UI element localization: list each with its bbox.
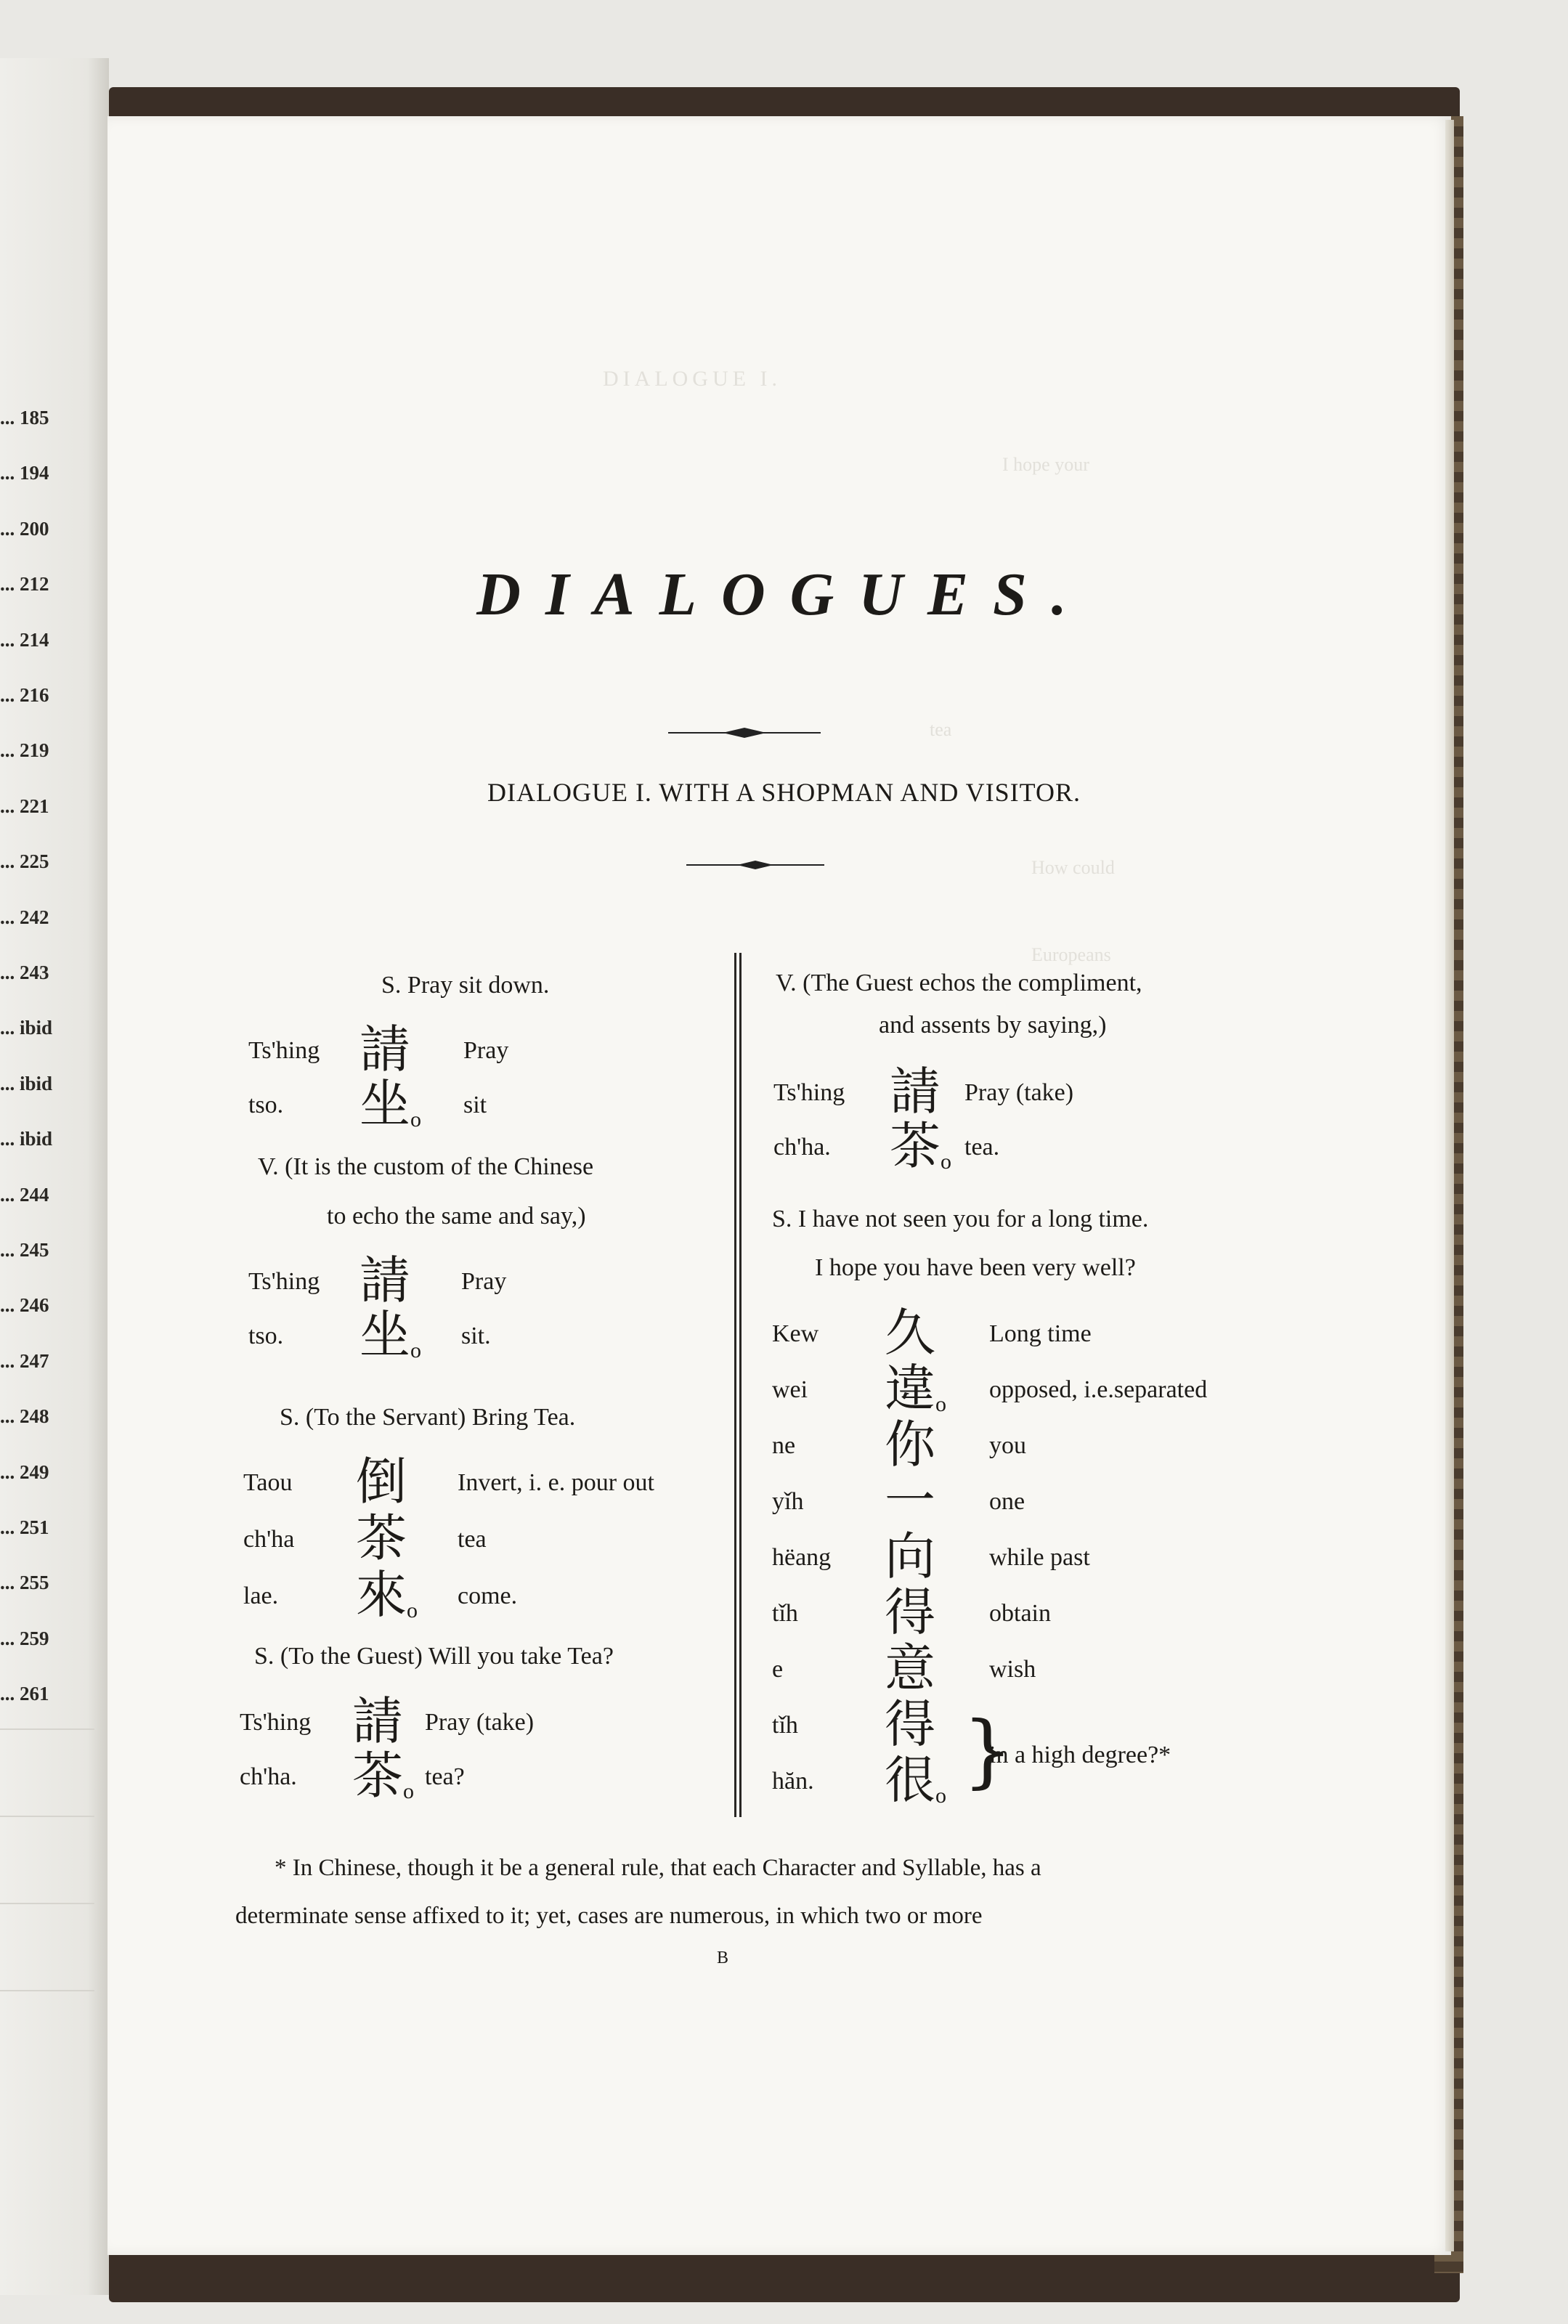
show-through-text: tea [930, 719, 952, 740]
romanization: Ts'hing [248, 1037, 320, 1064]
dialogue-heading: DIALOGUE I. WITH A SHOPMAN AND VISITOR. [487, 778, 1081, 807]
english-gloss: one [989, 1488, 1025, 1515]
romanization: tǐh [772, 1712, 798, 1739]
brace-icon: } [962, 1704, 1013, 1797]
toc-entry: ... 219 [0, 739, 49, 762]
romanization: tǐh [772, 1600, 798, 1627]
toc-entry: ... 216 [0, 684, 49, 706]
toc-entry: ... 212 [0, 573, 49, 596]
chinese-character: 茶 [352, 1746, 403, 1805]
ornament-rule-icon [686, 857, 824, 873]
speaker-line: S. (To the Guest) Will you take Tea? [254, 1643, 614, 1670]
full-stop-mark: o [410, 1108, 421, 1131]
left-page [0, 58, 109, 2295]
full-stop-mark: o [407, 1598, 418, 1622]
toc-entry: ... 247 [0, 1349, 49, 1372]
toc-entry: ... 243 [0, 962, 49, 983]
romanization: hëang [772, 1544, 832, 1571]
chinese-character: 意 [885, 1638, 935, 1698]
toc-entry: ... ibid [0, 1072, 53, 1094]
chinese-character: 得 [885, 1582, 935, 1642]
romanization: hăn. [772, 1768, 814, 1795]
footnote-line: * In Chinese, though it be a general rule, that each Character and Syllable, has a [275, 1855, 1041, 1881]
romanization: Ts'hing [248, 1268, 320, 1295]
speaker-line: and assents by saying,) [879, 1012, 1107, 1039]
romanization: lae. [243, 1582, 279, 1609]
romanization: tso. [248, 1323, 284, 1349]
english-gloss: Invert, i. e. pour out [458, 1469, 654, 1496]
english-gloss: tea. [964, 1134, 1000, 1161]
english-gloss: opposed, i.e.separated [989, 1376, 1208, 1403]
chinese-character: 茶 [356, 1508, 407, 1568]
speaker-line: S. Pray sit down. [381, 972, 550, 999]
chinese-character: 坐 [359, 1074, 410, 1134]
toc-entry: ... ibid [0, 1017, 53, 1039]
full-stop-mark: o [935, 1392, 946, 1416]
page-edge [1445, 120, 1454, 2251]
chinese-character: 久 [885, 1303, 935, 1362]
page-rule [0, 1990, 94, 1991]
romanization: ch'ha [243, 1526, 295, 1553]
chinese-character: 很 [885, 1750, 935, 1810]
chinese-character: 請 [890, 1062, 941, 1121]
chinese-character: 請 [359, 1020, 410, 1079]
chinese-character: 違 [885, 1359, 935, 1418]
romanization: Taou [243, 1469, 293, 1496]
chinese-character: 一 [885, 1471, 935, 1530]
chinese-character: 請 [352, 1691, 403, 1751]
gloss-text: in a high degree?* [989, 1742, 1171, 1768]
toc-entry: ... 249 [0, 1460, 49, 1483]
romanization: yǐh [772, 1488, 804, 1515]
chinese-character: 請 [359, 1251, 410, 1310]
page-rule [0, 1728, 94, 1730]
english-gloss: Pray [461, 1268, 507, 1295]
full-stop-mark: o [410, 1338, 421, 1362]
signature-mark: B [717, 1949, 729, 1967]
chinese-character: 你 [885, 1415, 935, 1474]
romanization: wei [772, 1376, 808, 1403]
toc-entry: ... 242 [0, 906, 49, 928]
chinese-character: 得 [885, 1694, 935, 1754]
full-stop-mark: o [403, 1779, 414, 1803]
show-through-text: Europeans [1031, 944, 1111, 965]
english-gloss: tea [458, 1526, 487, 1553]
show-through-text: How could [1031, 857, 1115, 878]
speaker-line: V. (The Guest echos the compliment, [776, 970, 1142, 996]
romanization: tso. [248, 1092, 284, 1118]
toc-entry: ... 261 [0, 1683, 49, 1705]
column-divider [739, 953, 742, 1817]
chinese-character: 茶 [890, 1116, 941, 1176]
full-stop-mark: o [941, 1150, 951, 1174]
english-gloss: sit. [461, 1323, 491, 1349]
toc-entry: ... 221 [0, 795, 49, 817]
toc-entry: ... 259 [0, 1627, 49, 1649]
toc-entry: ... 255 [0, 1572, 49, 1594]
speaker-line: to echo the same and say,) [327, 1203, 586, 1230]
romanization: ch'ha. [773, 1134, 831, 1161]
english-gloss: tea? [425, 1763, 465, 1790]
toc-entry: ... 194 [0, 462, 49, 484]
toc-entry: ... ibid [0, 1128, 53, 1150]
page-rule [0, 1903, 94, 1904]
english-gloss: you [989, 1432, 1026, 1459]
toc-entry: ... 225 [0, 850, 49, 873]
speaker-line: I hope you have been very well? [815, 1254, 1136, 1281]
speaker-line: S. (To the Servant) Bring Tea. [280, 1404, 576, 1431]
english-gloss: obtain [989, 1600, 1051, 1627]
show-through-text: DIALOGUE I. [603, 367, 781, 391]
footnote-line: determinate sense affixed to it; yet, cases are numerous, in which two or more [235, 1903, 983, 1929]
speaker-line: V. (It is the custom of the Chinese [258, 1153, 594, 1180]
show-through-text: I hope your [1002, 454, 1089, 475]
english-gloss: while past [989, 1544, 1090, 1571]
chinese-character: 倒 [356, 1452, 407, 1511]
english-gloss: Pray (take) [425, 1709, 535, 1736]
chinese-character: 坐 [359, 1305, 410, 1365]
english-gloss: Long time [989, 1320, 1092, 1347]
toc-entry: ... 244 [0, 1183, 49, 1206]
page-rule [0, 1816, 94, 1817]
english-gloss: Pray [463, 1037, 509, 1064]
english-gloss: Pray (take) [964, 1079, 1074, 1106]
romanization: Ts'hing [240, 1709, 312, 1736]
page-title: DIALOGUES. [476, 561, 1092, 628]
column-divider [734, 953, 736, 1817]
romanization: Ts'hing [773, 1079, 845, 1106]
ornament-rule-icon [668, 725, 821, 741]
toc-entry: ... 245 [0, 1239, 49, 1261]
romanization: e [772, 1656, 784, 1683]
toc-entry: ... 200 [0, 517, 49, 540]
romanization: Kew [772, 1320, 819, 1347]
romanization: ch'ha. [240, 1763, 297, 1790]
full-stop-mark: o [935, 1784, 946, 1808]
toc-entry: ... 251 [0, 1516, 49, 1538]
toc-entry: ... 214 [0, 628, 49, 651]
english-gloss: wish [989, 1656, 1036, 1683]
page [107, 116, 1451, 2255]
chinese-character: 向 [885, 1527, 935, 1586]
toc-entry: ... 246 [0, 1294, 49, 1317]
english-gloss: come. [458, 1582, 518, 1609]
speaker-line: S. I have not seen you for a long time. [772, 1206, 1149, 1232]
english-gloss: sit [463, 1092, 487, 1118]
toc-entry: ... 248 [0, 1405, 49, 1428]
romanization: ne [772, 1432, 796, 1459]
toc-entry: ... 185 [0, 407, 49, 428]
chinese-character: 來 [356, 1565, 407, 1625]
